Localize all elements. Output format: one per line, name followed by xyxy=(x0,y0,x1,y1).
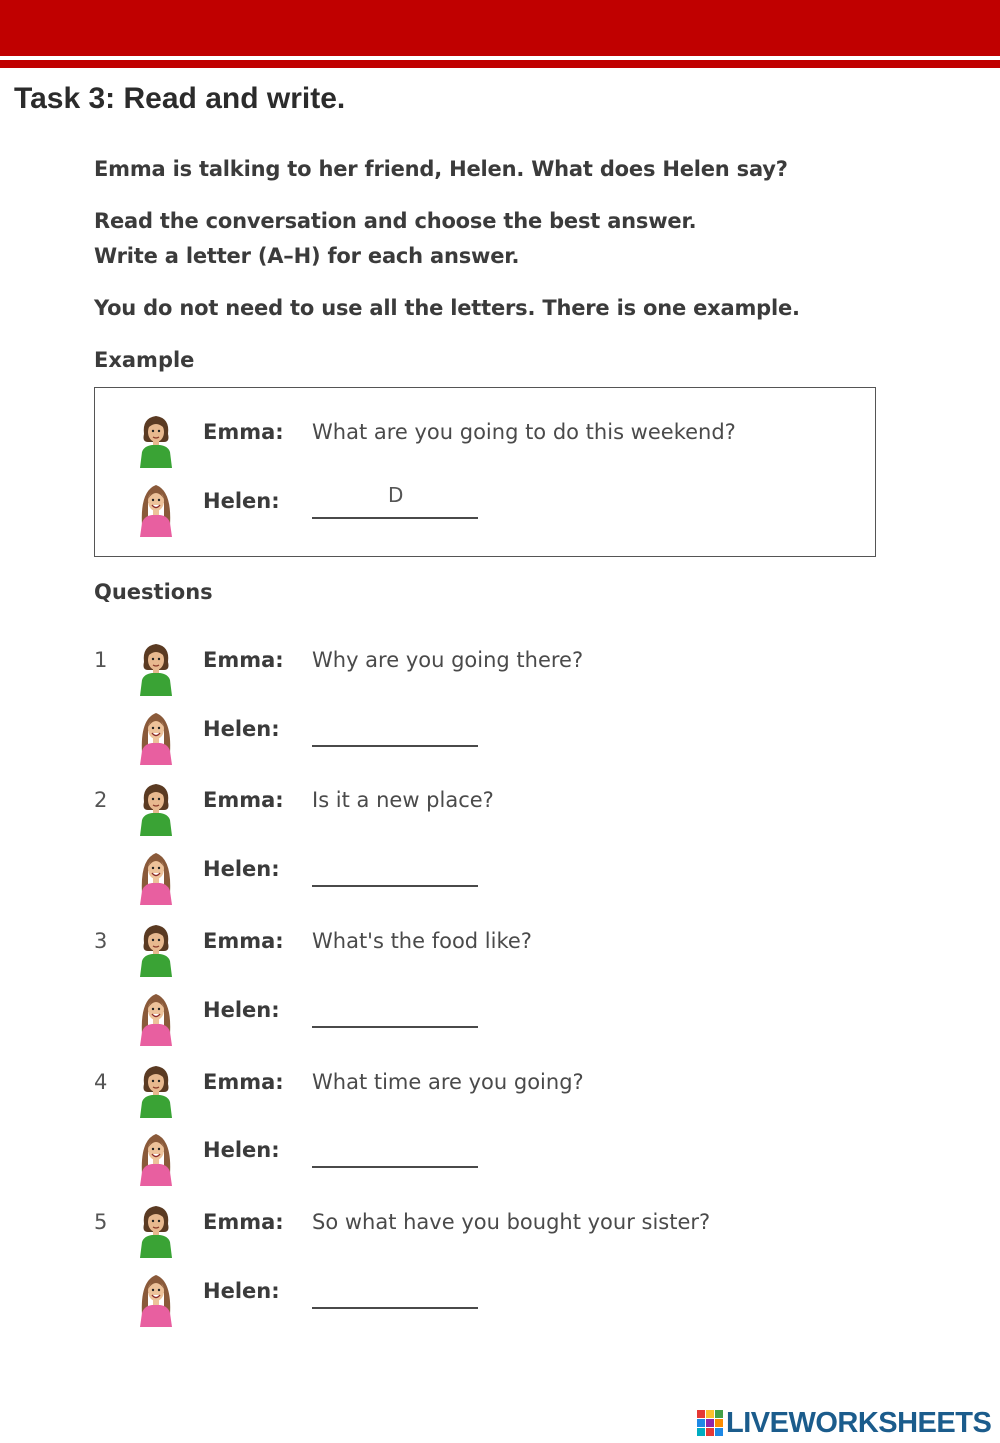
emma-line: What are you going to do this weekend? xyxy=(312,420,736,444)
helen-avatar-icon xyxy=(136,1130,176,1186)
emma-avatar-icon xyxy=(136,780,176,836)
example-answer-line xyxy=(312,517,478,519)
speaker-label: Helen: xyxy=(203,489,280,513)
speaker-label: Helen: xyxy=(203,1138,280,1162)
question-4-emma-row xyxy=(0,1062,1000,1122)
emma-avatar-icon xyxy=(136,1202,176,1258)
answer-blank-2[interactable] xyxy=(312,885,478,887)
emma-avatar-icon xyxy=(136,1062,176,1118)
speaker-label: Emma: xyxy=(203,788,284,812)
speaker-label: Emma: xyxy=(203,929,284,953)
questions-label: Questions xyxy=(94,580,213,604)
example-answer: D xyxy=(388,483,404,507)
instruction-line-3: You do not need to use all the letters. There is one example. xyxy=(94,296,800,320)
speaker-label: Helen: xyxy=(203,717,280,741)
header-bar xyxy=(0,0,1000,56)
question-3-helen-row xyxy=(0,990,1000,1050)
question-number: 4 xyxy=(94,1070,108,1094)
question-number: 2 xyxy=(94,788,108,812)
emma-avatar-icon xyxy=(136,921,176,977)
question-2-helen-row xyxy=(0,849,1000,909)
helen-avatar-icon xyxy=(136,990,176,1046)
task-title: Task 3: Read and write. xyxy=(14,82,346,115)
question-4-helen-row xyxy=(0,1130,1000,1190)
liveworksheets-logo-icon xyxy=(697,1410,723,1436)
instruction-intro: Emma is talking to her friend, Helen. What does Helen say? xyxy=(94,157,788,181)
emma-line: Is it a new place? xyxy=(312,788,494,812)
header-rule xyxy=(0,60,1000,68)
speaker-label: Helen: xyxy=(203,998,280,1022)
helen-avatar-icon xyxy=(136,481,176,537)
speaker-label: Helen: xyxy=(203,1279,280,1303)
instruction-line-1: Read the conversation and choose the best answer. xyxy=(94,209,697,233)
emma-avatar-icon xyxy=(136,640,176,696)
emma-line: So what have you bought your sister? xyxy=(312,1210,711,1234)
question-1-emma-row xyxy=(0,640,1000,700)
helen-avatar-icon xyxy=(136,1271,176,1327)
emma-avatar-icon xyxy=(136,412,176,468)
speaker-label: Emma: xyxy=(203,420,284,444)
example-emma-row xyxy=(0,412,1000,472)
question-number: 3 xyxy=(94,929,108,953)
answer-blank-4[interactable] xyxy=(312,1166,478,1168)
liveworksheets-logo xyxy=(697,1406,991,1440)
question-number: 1 xyxy=(94,648,108,672)
question-2-emma-row xyxy=(0,780,1000,840)
example-helen-row xyxy=(0,481,1000,541)
instruction-line-2: Write a letter (A–H) for each answer. xyxy=(94,244,520,268)
helen-avatar-icon xyxy=(136,849,176,905)
question-3-emma-row xyxy=(0,921,1000,981)
question-number: 5 xyxy=(94,1210,108,1234)
emma-line: Why are you going there? xyxy=(312,648,584,672)
emma-line: What's the food like? xyxy=(312,929,532,953)
question-5-emma-row xyxy=(0,1202,1000,1262)
example-label: Example xyxy=(94,348,195,372)
answer-blank-1[interactable] xyxy=(312,745,478,747)
answer-blank-5[interactable] xyxy=(312,1307,478,1309)
question-5-helen-row xyxy=(0,1271,1000,1331)
speaker-label: Emma: xyxy=(203,1210,284,1234)
speaker-label: Helen: xyxy=(203,857,280,881)
speaker-label: Emma: xyxy=(203,1070,284,1094)
speaker-label: Emma: xyxy=(203,648,284,672)
emma-line: What time are you going? xyxy=(312,1070,584,1094)
helen-avatar-icon xyxy=(136,709,176,765)
brand-name: LIVEWORKSHEETS xyxy=(726,1406,992,1439)
answer-blank-3[interactable] xyxy=(312,1026,478,1028)
question-1-helen-row xyxy=(0,709,1000,769)
